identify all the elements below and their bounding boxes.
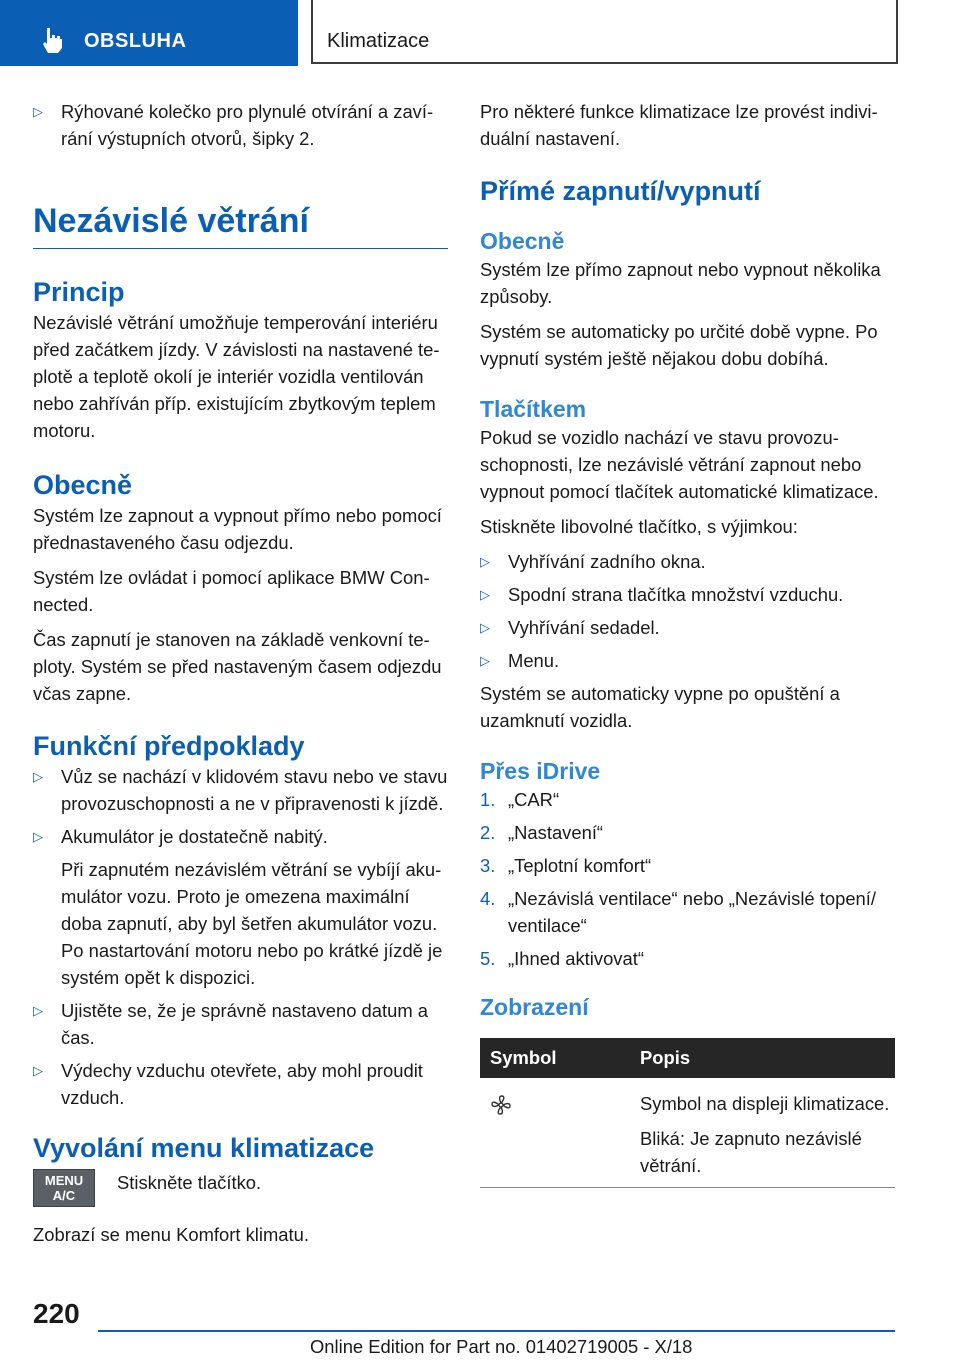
button-instruction	[33, 1169, 448, 1207]
list-item	[480, 852, 895, 879]
step-text: „Nastavení“	[508, 822, 604, 843]
list-item	[480, 548, 895, 575]
column-header-symbol: Symbol	[480, 1038, 630, 1078]
step-number: 5.	[480, 948, 496, 969]
bullet-text: Vyhřívání zadního okna.	[508, 551, 706, 572]
heading-obecne: Obecně	[480, 228, 565, 254]
heading-vyvolani: Vyvolání menu klimatizace	[33, 1133, 375, 1163]
list-item	[33, 823, 448, 991]
paragraph: Systém se automaticky po určité době vypne. Po vypnutí systém ještě nějakou dobu dobíhá.	[480, 321, 878, 369]
step-text: „Teplotní komfort“	[508, 855, 652, 876]
paragraph: Zobrazí se menu Komfort klimatu.	[33, 1224, 309, 1245]
triangle-bullet-icon: ▷	[33, 1003, 43, 1018]
bullet-text: Ujistěte se, že je správně nastaveno datum a čas.	[61, 1000, 428, 1048]
section-tab	[0, 0, 298, 66]
heading-obecne: Obecně	[33, 470, 133, 500]
page-number: 220	[33, 1298, 80, 1329]
step-number: 4.	[480, 888, 496, 909]
triangle-bullet-icon: ▷	[480, 620, 490, 635]
triangle-bullet-icon: ▷	[33, 829, 43, 844]
paragraph: Pro některé funkce klimatizace lze provést individuální nastavení.	[480, 101, 878, 149]
list-item	[480, 581, 895, 608]
chapter-title-tab	[311, 0, 898, 64]
triangle-bullet-icon: ▷	[33, 104, 43, 119]
heading-idrive: Přes iDrive	[480, 758, 601, 784]
paragraph: Systém lze ovládat i pomocí aplikace BMW Connected.	[33, 567, 430, 615]
list-item	[33, 997, 448, 1051]
heading-princip: Princip	[33, 277, 125, 307]
left-column	[33, 98, 448, 1256]
footer-edition: Online Edition for Part no. 01402719005 - X/18	[310, 1336, 693, 1357]
list-item	[480, 945, 895, 972]
paragraph: Nezávislé větrání umožňuje temperování interiéru před začátkem jízdy. V závislosti na nastavené teplotě a teplotě okolí je interiér vozidla ventilován nebo zahříván příp. existujícím zbytkovým teplem motoru.	[33, 312, 440, 441]
list-item	[33, 1057, 448, 1111]
description-cell	[630, 1078, 895, 1188]
triangle-bullet-icon: ▷	[33, 1063, 43, 1078]
triangle-bullet-icon: ▷	[480, 587, 490, 602]
triangle-bullet-icon: ▷	[480, 554, 490, 569]
bullet-text: Menu.	[508, 650, 560, 671]
symbol-cell	[480, 1078, 630, 1188]
right-column	[480, 98, 895, 1188]
step-number: 1.	[480, 789, 496, 810]
table-header-row	[480, 1038, 895, 1078]
heading-tlacitkem: Tlačítkem	[480, 396, 587, 422]
bullet-text: Vyhřívání sedadel.	[508, 617, 660, 638]
page-header	[0, 0, 960, 66]
column-header-popis: Popis	[630, 1038, 895, 1078]
bullet-text: Výdechy vzduchu otevřete, aby mohl proudit vzduch.	[61, 1060, 423, 1108]
list-item	[480, 885, 895, 939]
bullet-text: Vůz se nachází v klidovém stavu nebo ve stavu provozuschopnosti a ne v připravenosti k jízdě.	[61, 766, 448, 814]
footer-divider	[98, 1330, 895, 1332]
paragraph: Pokud se vozidlo nachází ve stavu provozuschopnosti, lze nezávislé větrání zapnout nebo vypnout pomocí tlačítek automatické klimatizace.	[480, 427, 879, 502]
list-item	[480, 819, 895, 846]
paragraph: Systém lze přímo zapnout nebo vypnout několika způsoby.	[480, 259, 881, 307]
description-line: Symbol na displeji klimatizace.	[640, 1093, 890, 1114]
paragraph: Systém lze zapnout a vypnout přímo nebo pomocí přednastaveného času odjezdu.	[33, 505, 442, 553]
list-item	[33, 763, 448, 817]
paragraph: Čas zapnutí je stanoven na základě venkovní teploty. Systém se před nastaveným časem odjezdu včas zapne.	[33, 629, 442, 704]
symbol-table	[480, 1038, 895, 1188]
bullet-text: Spodní strana tlačítka množství vzduchu.	[508, 584, 844, 605]
bullet-text: Akumulátor je dostatečně nabitý.	[61, 826, 328, 847]
step-number: 2.	[480, 822, 496, 843]
paragraph: Stiskněte libovolné tlačítko, s výjimkou:	[480, 516, 798, 537]
page-title: Nezávislé větrání	[33, 200, 448, 249]
bullet-subtext: Při zapnutém nezávislém větrání se vybíjí akumulátor vozu. Proto je omezena maximální doba zapnutí, aby byl šetřen akumulátor vozu. Po nastartování motoru nebo po krátké jízdě je systém opět k dispozici.	[61, 859, 443, 988]
heading-zobrazeni: Zobrazení	[480, 994, 589, 1020]
heading-prime-zapnuti: Přímé zapnutí/vypnutí	[480, 176, 761, 206]
list-item	[480, 647, 895, 674]
triangle-bullet-icon: ▷	[33, 769, 43, 784]
step-number: 3.	[480, 855, 496, 876]
table-row	[480, 1078, 895, 1188]
list-item	[480, 614, 895, 641]
menu-ac-button-icon: MENU A/C	[33, 1169, 95, 1207]
paragraph: Systém se automaticky vypne po opuštění a uzamknutí vozidla.	[480, 683, 840, 731]
instruction-text: Stiskněte tlačítko.	[117, 1172, 262, 1193]
step-text: „Nezávislá ventilace“ nebo „Nezávislé topení/ ventilace“	[508, 888, 876, 936]
bullet-text: Rýhované kolečko pro plynulé otvírání a zavírání výstupních otvorů, šipky 2.	[61, 101, 434, 149]
step-text: „CAR“	[508, 789, 560, 810]
step-text: „Ihned aktivovat“	[508, 948, 644, 969]
fan-icon	[490, 1094, 512, 1116]
pointing-hand-icon	[38, 26, 66, 54]
triangle-bullet-icon: ▷	[480, 653, 490, 668]
heading-predpoklady: Funkční předpoklady	[33, 731, 305, 761]
description-line: Bliká: Je zapnuto nezávislé větrání.	[640, 1128, 862, 1176]
list-item	[480, 786, 895, 813]
list-item	[33, 98, 448, 152]
chapter-title: Klimatizace	[327, 30, 430, 52]
section-label: OBSLUHA	[84, 30, 187, 52]
